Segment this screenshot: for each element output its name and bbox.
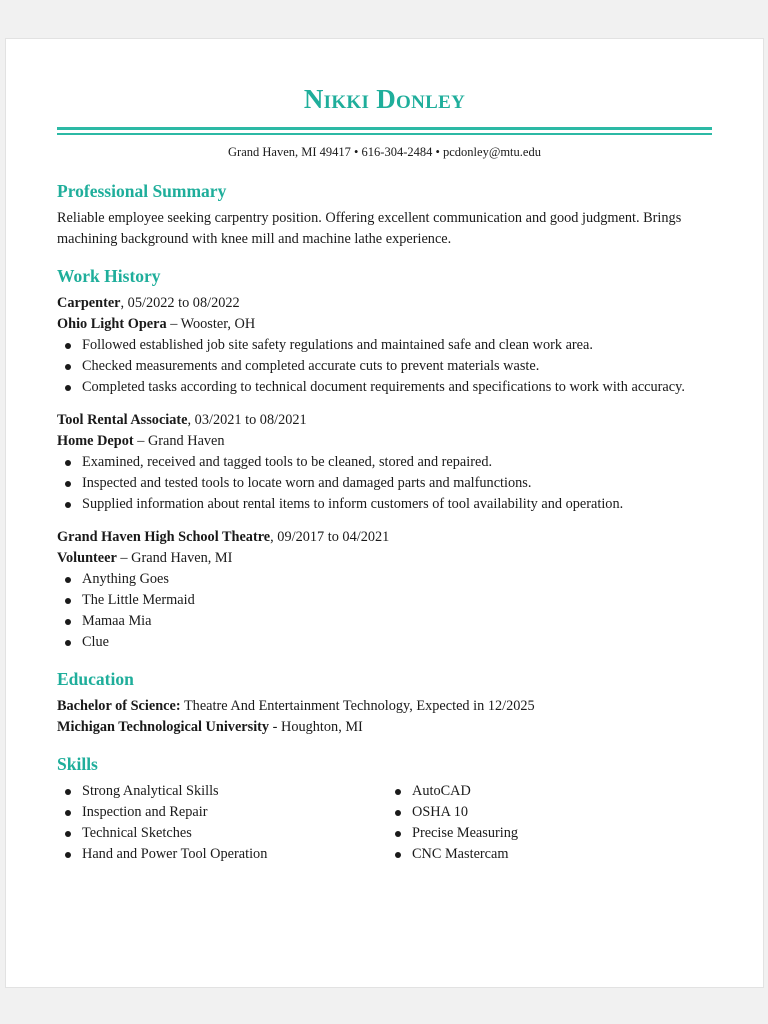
skills-section bbox=[57, 754, 717, 865]
candidate-name: Nikki Donley bbox=[303, 84, 466, 114]
job-company: Ohio Light Opera bbox=[57, 316, 167, 332]
skill-item: Technical Sketches bbox=[82, 823, 387, 844]
skill-item: CNC Mastercam bbox=[412, 844, 717, 865]
summary-text: Reliable employee seeking carpentry position. Offering excellent communication and good judgment. Brings machining background with knee mill and machine lathe experience. bbox=[57, 210, 682, 247]
job-bullet: Followed established job site safety regulations and maintained safe and clean work area. bbox=[82, 335, 717, 356]
skill-item: OSHA 10 bbox=[412, 802, 717, 823]
job-bullet: The Little Mermaid bbox=[82, 590, 717, 611]
header-rule bbox=[57, 127, 712, 130]
job-location: – Grand Haven bbox=[133, 433, 225, 449]
job-title-line bbox=[57, 410, 717, 431]
work-history-heading: Work History bbox=[57, 266, 161, 286]
job-bullet: Completed tasks according to technical document requirements and specifications to work with accuracy. bbox=[82, 377, 717, 398]
job-bullet: Anything Goes bbox=[82, 569, 717, 590]
job-title: Grand Haven High School Theatre bbox=[57, 529, 271, 545]
job-bullet: Mamaa Mia bbox=[82, 611, 717, 632]
job-location: – Grand Haven, MI bbox=[116, 550, 233, 566]
header-rule-thin bbox=[57, 133, 712, 135]
job-dates: , 05/2022 to 08/2022 bbox=[120, 295, 240, 311]
summary-section bbox=[57, 181, 717, 250]
job-bullets bbox=[57, 569, 717, 653]
job-company: Volunteer bbox=[57, 550, 117, 566]
resume-content bbox=[57, 181, 717, 881]
job-title-line bbox=[57, 527, 717, 548]
job-bullets bbox=[57, 452, 717, 515]
job-dates: , 09/2017 to 04/2021 bbox=[270, 529, 390, 545]
skill-item: Hand and Power Tool Operation bbox=[82, 844, 387, 865]
skill-item: AutoCAD bbox=[412, 781, 717, 802]
degree-line bbox=[57, 696, 717, 717]
education-section bbox=[57, 669, 717, 738]
job-title: Carpenter bbox=[57, 295, 121, 311]
skill-item: Strong Analytical Skills bbox=[82, 781, 387, 802]
degree-detail: Theatre And Entertainment Technology, Expected in 12/2025 bbox=[180, 698, 535, 714]
job-company-line bbox=[57, 431, 717, 452]
job-entry bbox=[57, 527, 717, 653]
job-location: – Wooster, OH bbox=[166, 316, 256, 332]
resume-page bbox=[5, 38, 764, 988]
job-entry bbox=[57, 293, 717, 398]
contact-line: Grand Haven, MI 49417 • 616-304-2484 • pcdonley@mtu.edu bbox=[228, 145, 541, 159]
job-title: Tool Rental Associate bbox=[57, 412, 188, 428]
degree: Bachelor of Science: bbox=[57, 698, 181, 714]
school-name: Michigan Technological University bbox=[57, 719, 270, 735]
job-company-line bbox=[57, 314, 717, 335]
skill-item: Inspection and Repair bbox=[82, 802, 387, 823]
skills-right-column bbox=[387, 781, 717, 865]
school-location: - Houghton, MI bbox=[269, 719, 363, 735]
school-line bbox=[57, 717, 717, 738]
job-entry bbox=[57, 410, 717, 515]
job-dates: , 03/2021 to 08/2021 bbox=[187, 412, 307, 428]
job-company-line bbox=[57, 548, 717, 569]
job-bullet: Inspected and tested tools to locate worn and damaged parts and malfunctions. bbox=[82, 473, 717, 494]
job-bullet: Examined, received and tagged tools to be cleaned, stored and repaired. bbox=[82, 452, 717, 473]
work-history-section bbox=[57, 266, 717, 653]
job-bullet: Supplied information about rental items to inform customers of tool availability and operation. bbox=[82, 494, 717, 515]
job-bullet: Clue bbox=[82, 632, 717, 653]
job-bullets bbox=[57, 335, 717, 398]
job-bullet: Checked measurements and completed accurate cuts to prevent materials waste. bbox=[82, 356, 717, 377]
skill-item: Precise Measuring bbox=[412, 823, 717, 844]
job-title-line bbox=[57, 293, 717, 314]
summary-heading: Professional Summary bbox=[57, 181, 227, 201]
job-company: Home Depot bbox=[57, 433, 134, 449]
skills-heading: Skills bbox=[57, 754, 98, 774]
skills-columns bbox=[57, 781, 717, 865]
education-heading: Education bbox=[57, 669, 134, 689]
skills-left-column bbox=[57, 781, 387, 865]
